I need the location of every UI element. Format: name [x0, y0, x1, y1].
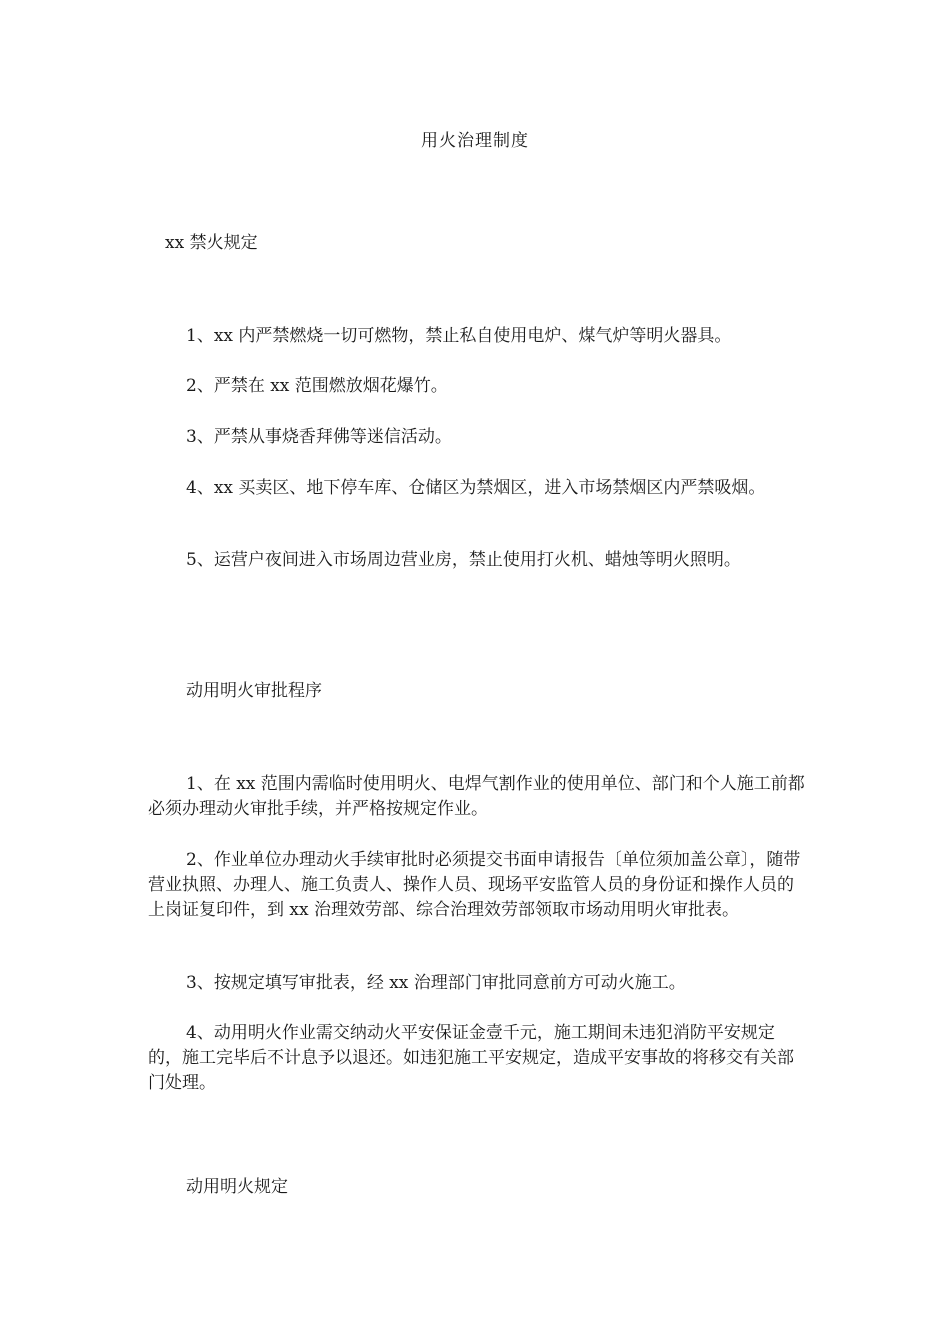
paragraph: 4、xx 买卖区、地下停车库、仓储区为禁烟区，进入市场禁烟区内严禁吸烟。: [186, 478, 766, 498]
paragraph: 3、严禁从事烧香拜佛等迷信活动。: [186, 427, 452, 447]
paragraph: 2、严禁在 xx 范围燃放烟花爆竹。: [186, 376, 448, 396]
paragraph: 1、在 xx 范围内需临时使用明火、电焊气割作业的使用单位、部门和个人施工前都必须办理动火审批手续，并严格按规定作业。: [148, 774, 805, 819]
section-heading-open-flame-rules: 动用明火规定: [186, 1177, 288, 1197]
paragraph: 3、按规定填写审批表，经 xx 治理部门审批同意前方可动火施工。: [186, 973, 686, 993]
document-title: 用火治理制度: [421, 131, 529, 151]
section-heading-fire-ban: xx 禁火规定: [165, 233, 258, 253]
paragraph: 1、xx 内严禁燃烧一切可燃物，禁止私自使用电炉、煤气炉等明火器具。: [186, 326, 732, 346]
paragraph: 5、运营户夜间进入市场周边营业房，禁止使用打火机、蜡烛等明火照明。: [186, 550, 741, 570]
section-heading-approval-procedure: 动用明火审批程序: [186, 681, 322, 701]
paragraph: 2、作业单位办理动火手续审批时必须提交书面申请报告〔单位须加盖公章〕，随带营业执照、办理人、施工负责人、操作人员、现场平安监管人员的身份证和操作人员的上岗证复印件，到 xx 治理效劳部、综合治理效劳部领取市场动用明火审批表。: [148, 850, 801, 920]
paragraph: 4、动用明火作业需交纳动火平安保证金壹千元，施工期间未违犯消防平安规定的，施工完毕后不计息予以退还。如违犯施工平安规定，造成平安事故的将移交有关部门处理。: [148, 1023, 794, 1093]
